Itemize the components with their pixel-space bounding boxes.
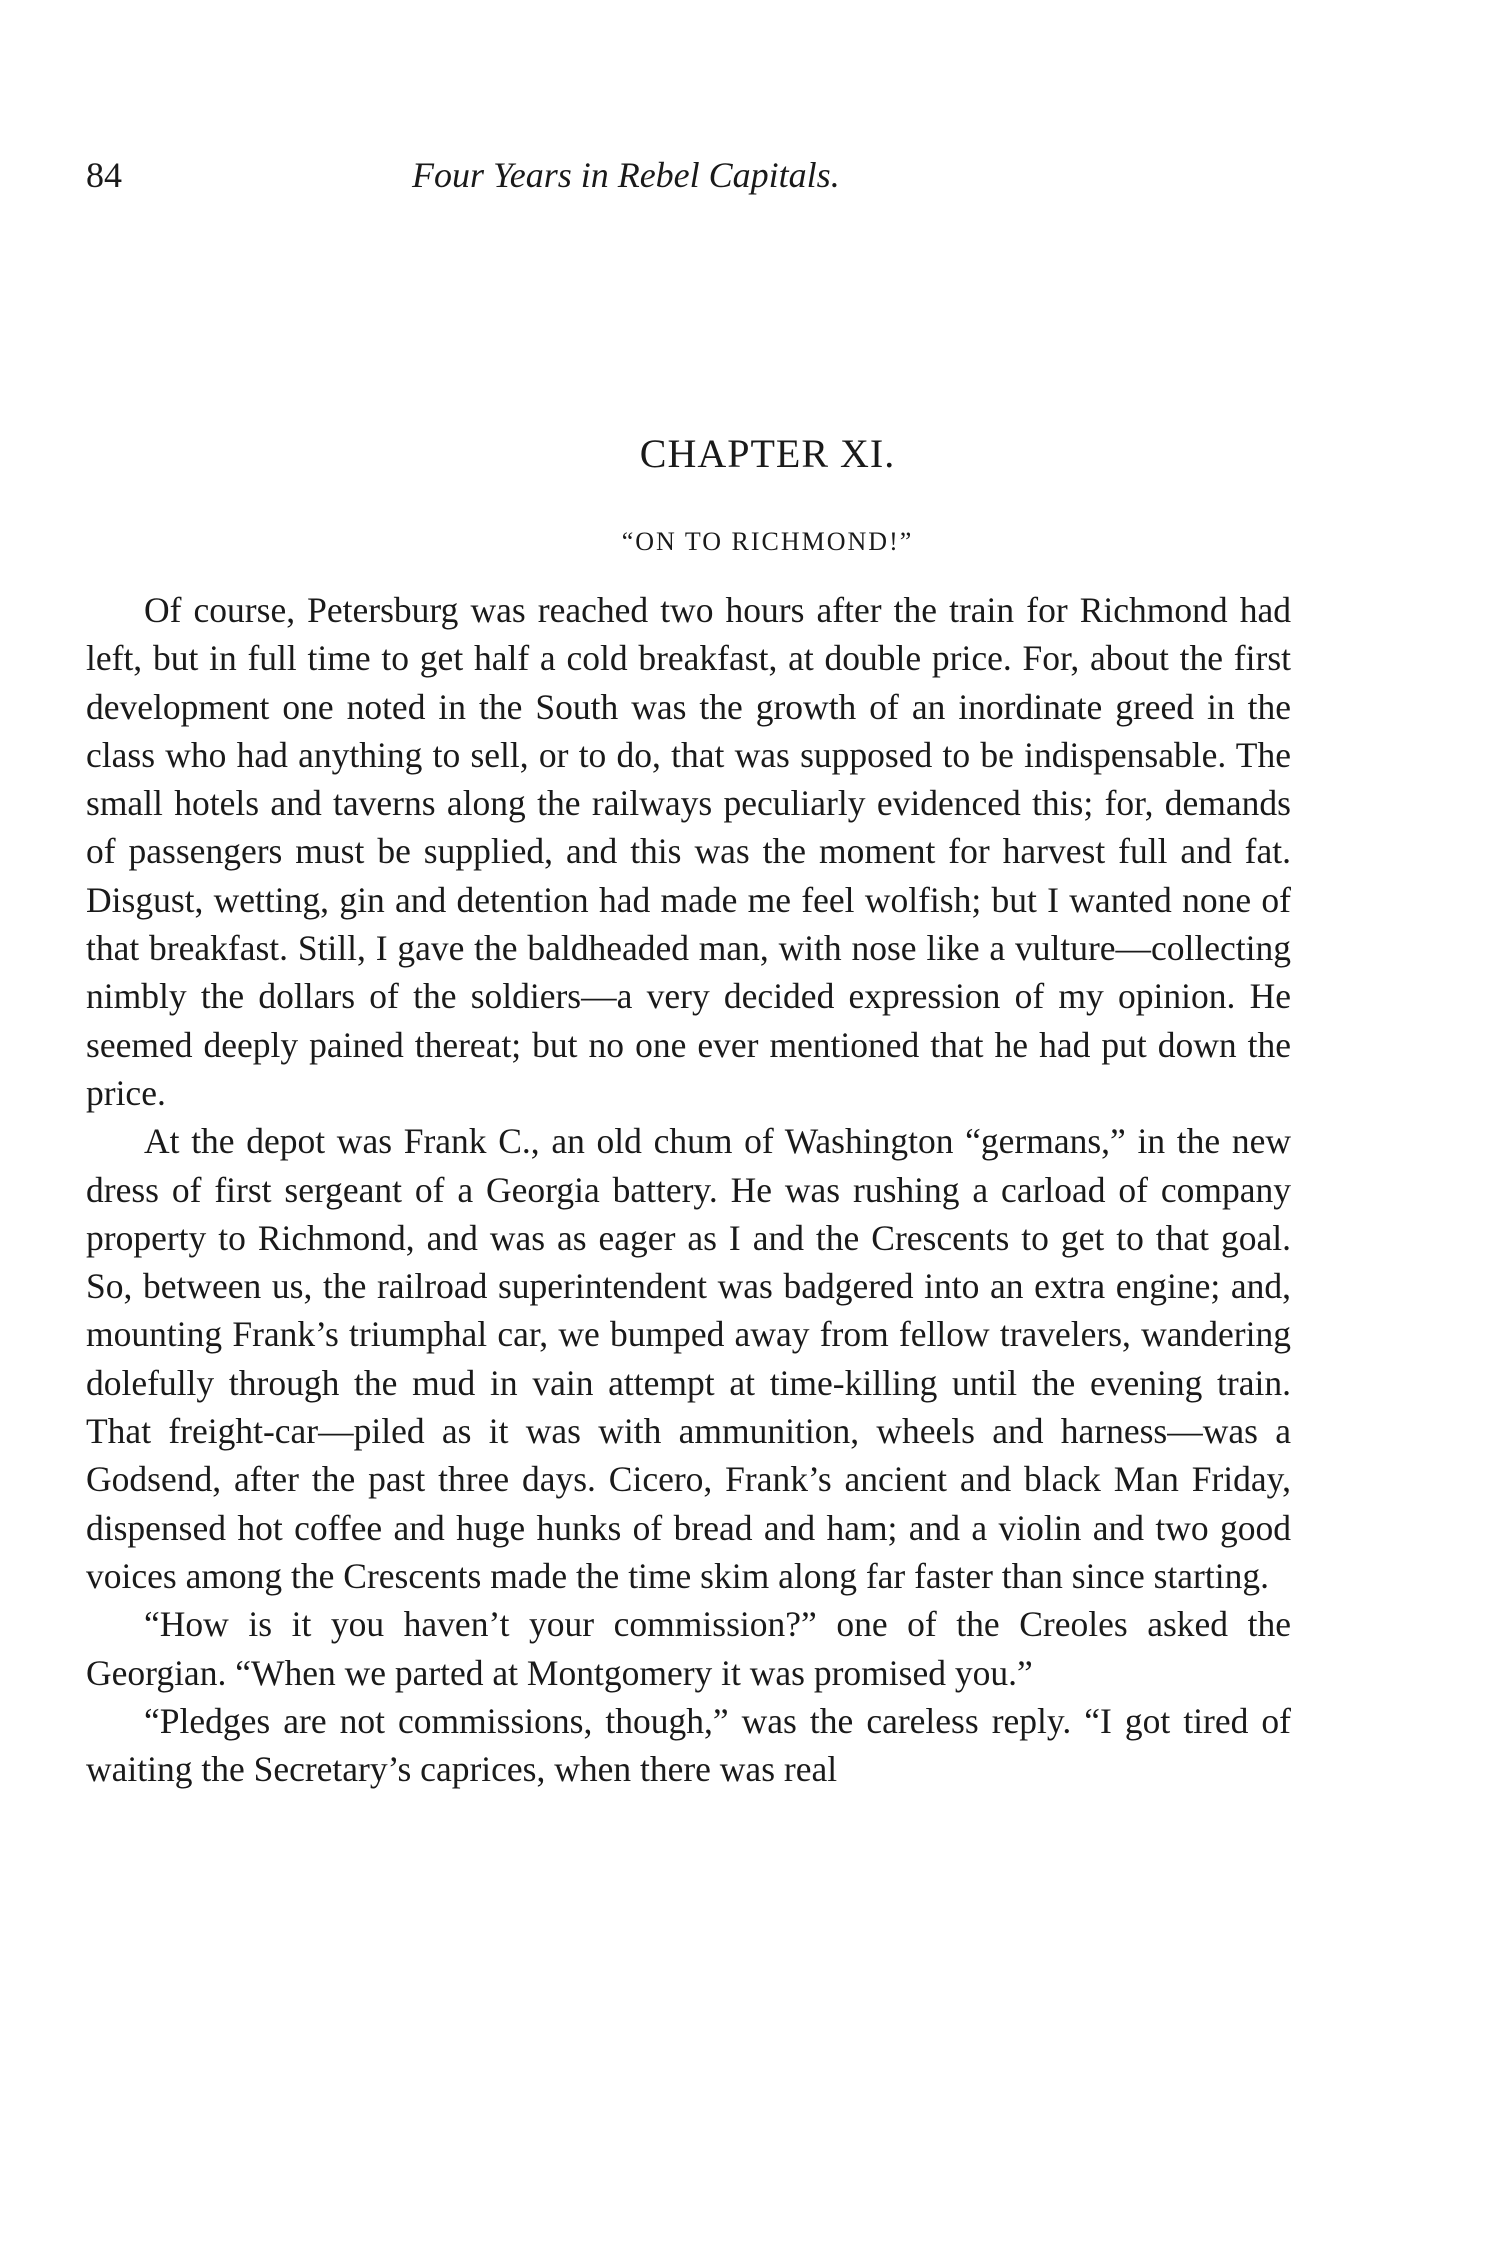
- paragraph: At the depot was Frank C., an old chum of Washington “germans,” in the new dress of first sergeant of a Georgia battery. He was rushing a carload of company property to Richmond, and was as eager as I and the Crescents to get to that goal. So, between us, the railroad superintendent was badgered into an extra engine; and, mounting Frank’s triumphal car, we bumped away from fellow travelers, wandering dolefully through the mud in vain attempt at time-killing until the evening train. That freight-car—piled as it was with ammunition, wheels and harness—was a Godsend, after the past three days. Cicero, Frank’s ancient and black Man Friday, dispensed hot coffee and huge hunks of bread and ham; and a violin and two good voices among the Crescents made the time skim along far faster than since starting.: [86, 1121, 1291, 1596]
- running-head: [86, 150, 1286, 200]
- running-title: Four Years in Rebel Capitals.: [412, 155, 840, 195]
- chapter-heading: CHAPTER XI.: [639, 431, 896, 476]
- chapter-subtitle: “ON TO RICHMOND!”: [621, 527, 914, 556]
- body-text: [86, 586, 1291, 1793]
- page-number: 84: [86, 155, 122, 195]
- paragraph: Of course, Petersburg was reached two hours after the train for Richmond had left, but in full time to get half a cold breakfast, at double price. For, about the first development one noted in the South was the growth of an inordinate greed in the class who had anything to sell, or to do, that was supposed to be indispensable. The small hotels and taverns along the railways peculiarly evidenced this; for, demands of passengers must be supplied, and this was the moment for harvest full and fat. Disgust, wetting, gin and detention had made me feel wolfish; but I wanted none of that breakfast. Still, I gave the baldheaded man, with nose like a vulture—collecting nimbly the dollars of the soldiers—a very decided expression of my opinion. He seemed deeply pained thereat; but no one ever mentioned that he had put down the price.: [86, 590, 1291, 1113]
- paragraph: “How is it you haven’t your commission?” one of the Creoles asked the Georgian. “When we parted at Montgomery it was promised you.”: [86, 1604, 1291, 1693]
- paragraph: “Pledges are not commissions, though,” was the careless reply. “I got tired of waiting the Secretary’s caprices, when there was real: [86, 1700, 1291, 1790]
